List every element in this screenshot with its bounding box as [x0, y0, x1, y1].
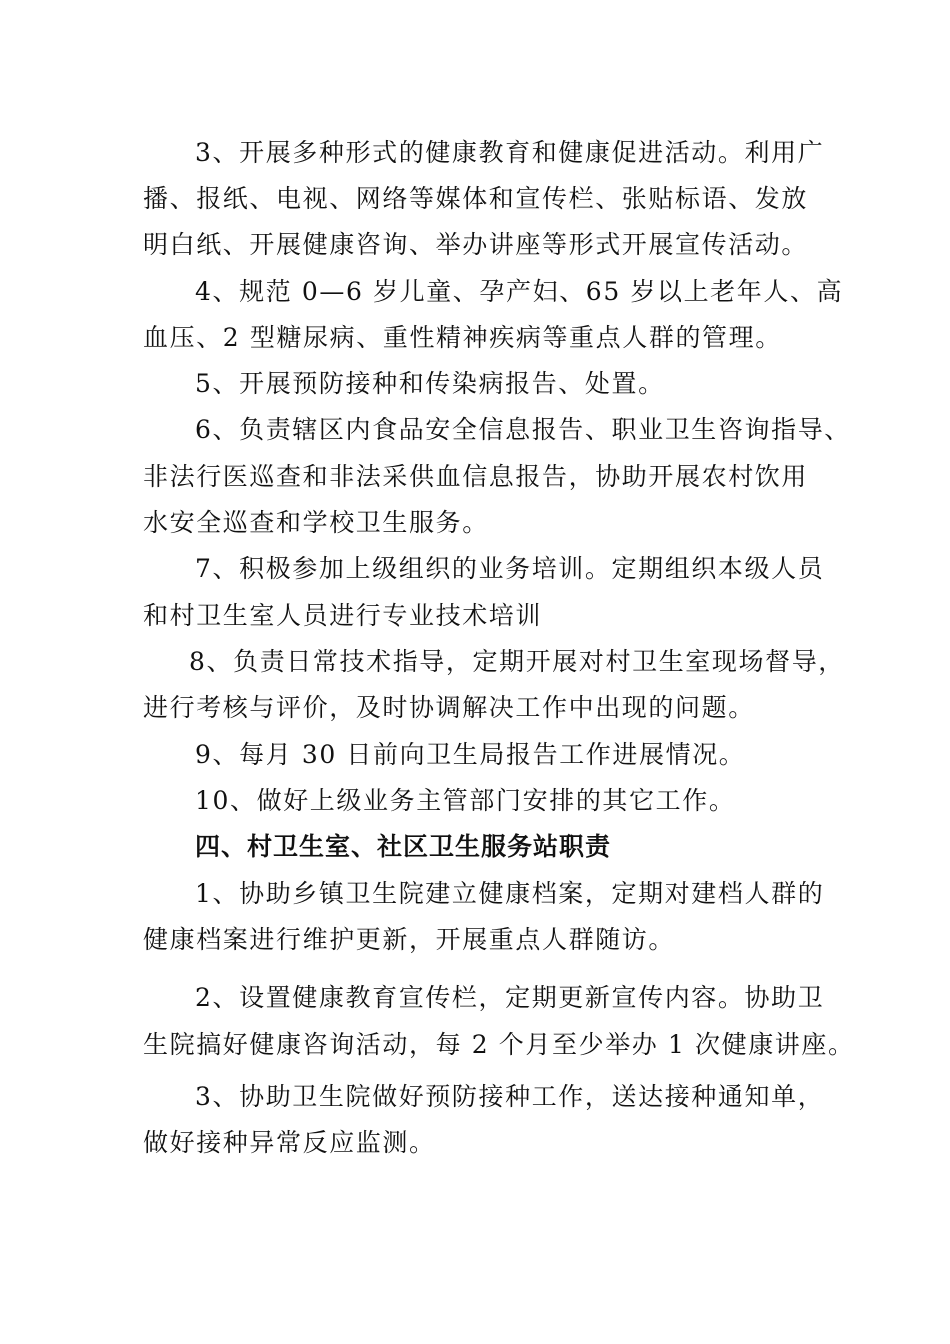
section4-paragraph-2-line-1: 2、设置健康教育宣传栏，定期更新宣传内容。协助卫 [195, 983, 825, 1012]
paragraph-3-line-3: 明白纸、开展健康咨询、举办讲座等形式开展宣传活动。 [143, 230, 809, 259]
paragraph-9-line-1: 9、每月 30 日前向卫生局报告工作进展情况。 [195, 740, 746, 769]
paragraph-3-line-1: 3、开展多种形式的健康教育和健康促进活动。利用广 [195, 138, 825, 167]
paragraph-3-line-2: 播、报纸、电视、网络等媒体和宣传栏、张贴标语、发放 [143, 184, 809, 213]
section4-paragraph-3-line-1: 3、协助卫生院做好预防接种工作，送达接种通知单， [195, 1082, 825, 1111]
paragraph-6-line-3: 水安全巡查和学校卫生服务。 [143, 508, 489, 537]
paragraph-6-line-2: 非法行医巡查和非法采供血信息报告，协助开展农村饮用 [143, 462, 809, 491]
section-heading: 四、村卫生室、社区卫生服务站职责 [195, 832, 612, 861]
paragraph-7-line-1: 7、积极参加上级组织的业务培训。定期组织本级人员 [195, 554, 825, 583]
section4-paragraph-2-line-2: 生院搞好健康咨询活动，每 2 个月至少举办 1 次健康讲座。 [143, 1030, 855, 1059]
paragraph-8-line-2: 进行考核与评价，及时协调解决工作中出现的问题。 [143, 693, 755, 722]
paragraph-8-line-1: 8、负责日常技术指导，定期开展对村卫生室现场督导， [189, 647, 845, 676]
paragraph-4-line-2: 血压、2 型糖尿病、重性精神疾病等重点人群的管理。 [143, 323, 782, 352]
section4-paragraph-1-line-2: 健康档案进行维护更新，开展重点人群随访。 [143, 925, 676, 954]
paragraph-4-line-1: 4、规范 0—6 岁儿童、孕产妇、65 岁以上老年人、高 [195, 277, 844, 306]
paragraph-5-line-1: 5、开展预防接种和传染病报告、处置。 [195, 369, 665, 398]
section4-paragraph-3-line-2: 做好接种异常反应监测。 [143, 1128, 436, 1157]
paragraph-10-line-1: 10、做好上级业务主管部门安排的其它工作。 [195, 786, 736, 815]
paragraph-6-line-1: 6、负责辖区内食品安全信息报告、职业卫生咨询指导、 [195, 415, 851, 444]
paragraph-7-line-2: 和村卫生室人员进行专业技术培训 [143, 601, 543, 630]
section4-paragraph-1-line-1: 1、协助乡镇卫生院建立健康档案，定期对建档人群的 [195, 879, 825, 908]
